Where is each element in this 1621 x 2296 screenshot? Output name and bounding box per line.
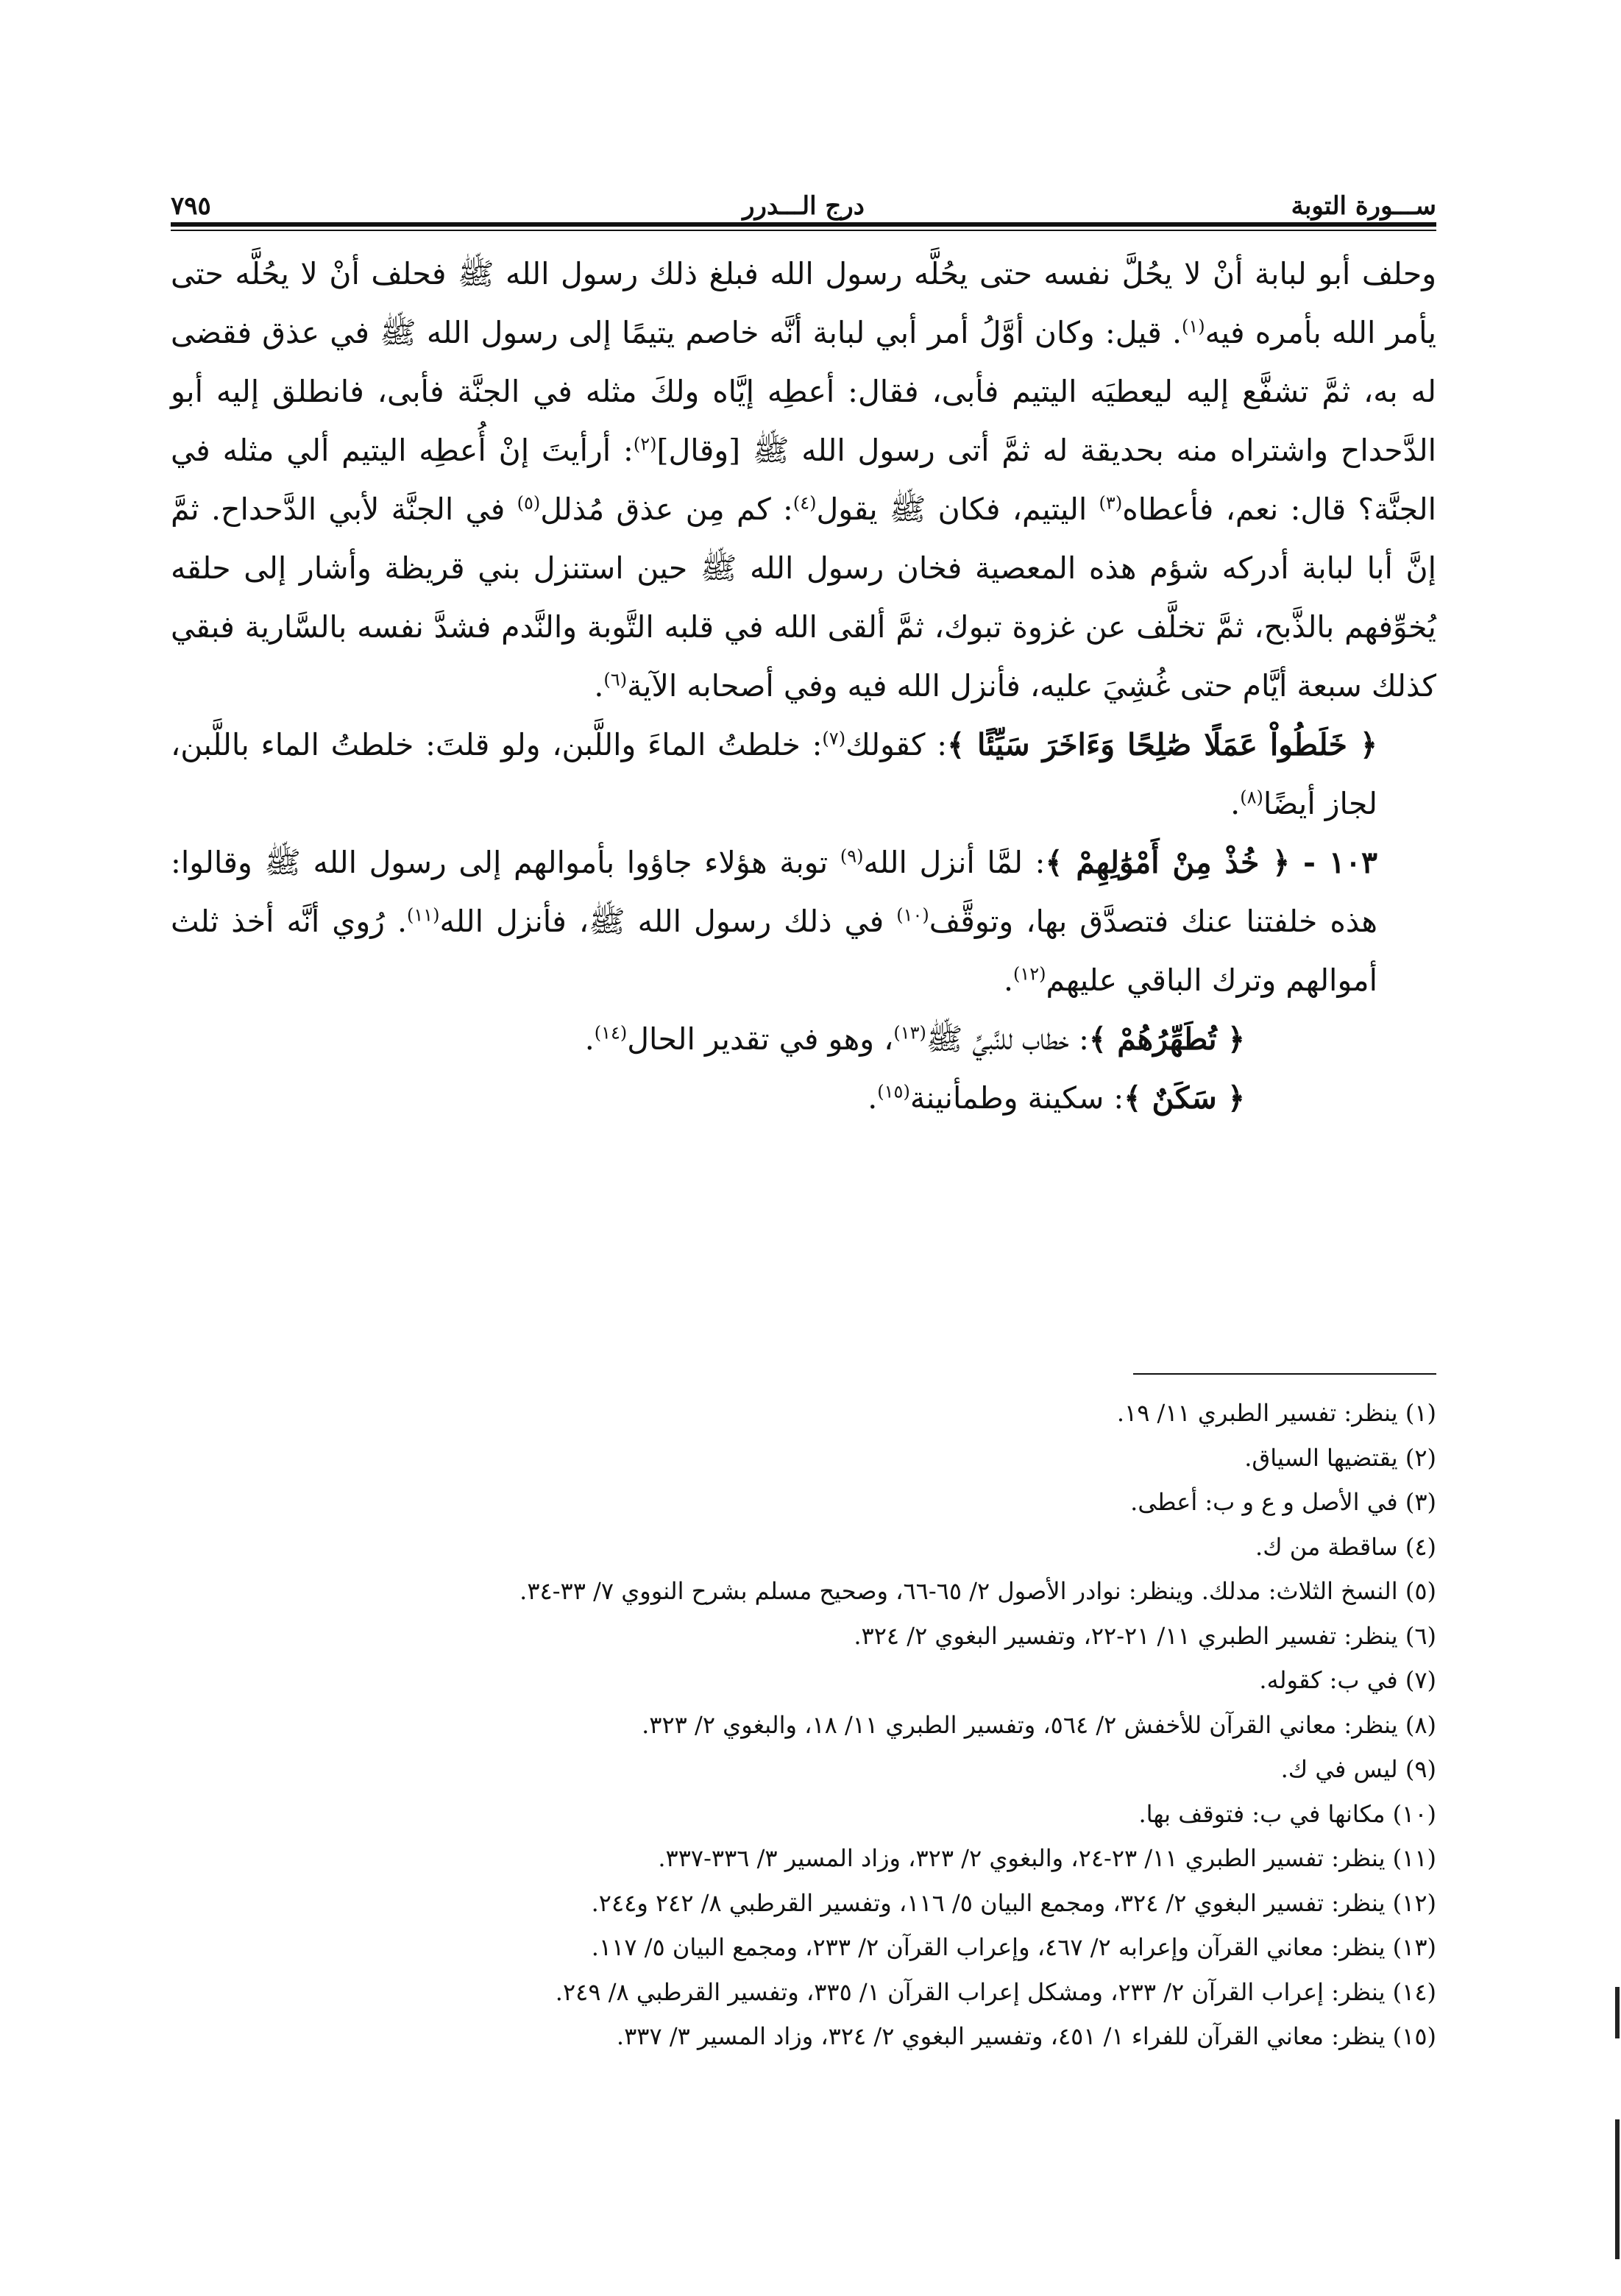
footnote-ref: (١٣): [893, 1022, 926, 1044]
footnote-item: (٥) النسخ الثلاث: مدلك. وينظر: نوادر الأصول ٢/ ٦٥-٦٦، وصحيح مسلم بشرح النووي ٧/ ٣٣-٣٤.: [519, 1577, 1436, 1605]
footnote-ref: (٦): [603, 669, 628, 690]
quran-verse: ﴿ خَلَطُواْ عَمَلًا صَٰلِحًا وَءَاخَرَ سَيِّئًا ﴾: [947, 727, 1377, 762]
footnote-item: (١١) ينظر: تفسير الطبري ١١/ ٢٣-٢٤، والبغوي ٢/ ٣٢٣، وزاد المسير ٣/ ٣٣٦-٣٣٧.: [658, 1844, 1436, 1872]
header-rule-thick: [171, 222, 1436, 227]
footnote-ref: (٧): [822, 728, 846, 749]
footnote-ref: (٨): [1240, 787, 1263, 808]
paragraph-2: ﴿ خَلَطُواْ عَمَلًا صَٰلِحًا وَءَاخَرَ سَيِّئًا ﴾: كقولك$^{(٧)}$: خلطتُ الماءَ واللَّبن، ولو قلتَ: خلطتُ الماء باللَّبن، لجاز أيضًا$^{(٨)}$.: [171, 727, 1377, 821]
scan-edge-mark: [1615, 2119, 1620, 2259]
footnote-ref: (٩): [840, 846, 864, 867]
paragraph-4: ﴿ تُطَهِّرُهُمْ ﴾: خطاب للنَّبيِّ ﷺ$^{(١٣)}$، وهو في تقدير الحال$^{(١٤)}$.: [584, 1021, 1245, 1057]
footnote-item: (٦) ينظر: تفسير الطبري ١١/ ٢١-٢٢، وتفسير البغوي ٢/ ٣٢٤.: [854, 1621, 1436, 1650]
footnote-item: (١٥) ينظر: معاني القرآن للفراء ١/ ٤٥١، وتفسير البغوي ٢/ ٣٢٤، وزاد المسير ٣/ ٣٣٧.: [616, 2022, 1436, 2050]
paragraph-1: وحلف أبو لبابة أنْ لا يحُلَّ نفسه حتى يحُلَّه رسول الله فبلغ ذلك رسول الله ﷺ فحلف أنْ لا يحُلَّه حتى يأمر الله بأمره فيه$^{(١)}$. قيل: وكان أوَّلُ أمر أبي لبابة أنَّه خاصم يتيمًا إلى رسول الله ﷺ في عذق فقضى له به، ثمَّ تشفَّع إليه ليعطيَه اليتيم فأبى، فقال: أعطِه إيَّاه ولكَ مثله في الجنَّة فأبى، فانطلق إليه أبو الدَّحداح واشتراه منه بحديقة له ثمَّ أتى رسول الله ﷺ [وقال]$^{(٢)}$: أرأيتَ إنْ أُعطِه اليتيم ألي مثله في الجنَّة؟ قال: نعم، فأعطاه$^{(٣)}$ اليتيم، فكان ﷺ يقول$^{(٤)}$: كم مِن عذق مُذلل$^{(٥)}$ في الجنَّة لأبي الدَّحداح. ثمَّ إنَّ أبا لبابة أدركه شؤم هذه المعصية فخان رسول الله ﷺ حين استنزل بني قريظة وأشار إلى حلقه يُخوِّفهم بالذَّبح، ثمَّ تخلَّف عن غزوة تبوك، ثمَّ ألقى الله في قلبه التَّوبة والنَّدم فشدَّ نفسه بالسَّارية فبقي كذلك سبعة أيَّام حتى غُشِيَ عليه، فأنزل الله فيه وفي أصحابه الآية$^{(٦)}$.: [171, 256, 1437, 704]
page-header: [171, 174, 1436, 221]
quran-verse: ﴿ سَكَنٌ ﴾: [1124, 1080, 1245, 1116]
paragraph-3: ١٠٣ - ﴿ خُذْ مِنْ أَمْوَٰلِهِمْ ﴾: لمَّا أنزل الله$^{(٩)}$ توبة هؤلاء جاؤوا بأموالهم إلى رسول الله ﷺ وقالوا: هذه خلفتنا عنك فتصدَّق بها، وتوقَّف$^{(١٠)}$ في ذلك رسول الله ﷺ، فأنزل الله$^{(١١)}$. رُوي أنَّه أخذ ثلث أموالهم وترك الباقي عليهم$^{(١٢)}$.: [171, 845, 1378, 998]
footnote-ref: (١٠): [896, 904, 929, 926]
footnote-item: (١) ينظر: تفسير الطبري ١١/ ١٩.: [1116, 1399, 1436, 1427]
main-text: [171, 244, 1436, 1127]
footnote-item: (٢) يقتضيها السياق.: [1244, 1443, 1436, 1472]
quran-verse: ﴿ تُطَهِّرُهُمْ ﴾: [1088, 1021, 1245, 1057]
footnote-item: (١٢) ينظر: تفسير البغوي ٢/ ٣٢٤، ومجمع البيان ٥/ ١١٦، وتفسير القرطبي ٨/ ٢٤٢ و٢٤٤.: [591, 1888, 1436, 1917]
book-title: درج الـــدرر: [742, 191, 865, 221]
footnote-ref: (١): [1182, 316, 1205, 337]
footnote-ref: (١٢): [1013, 963, 1046, 985]
page-number: ٧٩٥: [171, 191, 211, 221]
surah-title: ســـورة التوبة: [1291, 191, 1436, 221]
footnote-item: (١٤) ينظر: إعراب القرآن ٢/ ٢٣٣، ومشكل إعراب القرآن ١/ ٣٣٥، وتفسير القرطبي ٨/ ٢٤٩.: [555, 1977, 1436, 2006]
footnote-item: (٧) في ب: كقوله.: [1259, 1666, 1436, 1694]
footnote-ref: (٤): [792, 492, 817, 514]
verse-number: ١٠٣ -: [1290, 845, 1378, 880]
footnote-separator: [1133, 1373, 1436, 1375]
footnote-ref: (١٥): [877, 1081, 910, 1102]
footnote-item: (٤) ساقطة من ك.: [1255, 1532, 1436, 1561]
scan-edge-mark: [1615, 1987, 1620, 2038]
footnote-item: (٨) ينظر: معاني القرآن للأخفش ٢/ ٥٦٤، وتفسير الطبري ١١/ ١٨، والبغوي ٢/ ٣٢٣.: [642, 1710, 1436, 1739]
footnote-item: (١٣) ينظر: معاني القرآن وإعرابه ٢/ ٤٦٧، وإعراب القرآن ٢/ ٢٣٣، ومجمع البيان ٥/ ١١٧.: [591, 1933, 1436, 1961]
footnote-ref: (١١): [407, 904, 440, 926]
footnote-ref: (٢): [633, 433, 657, 455]
quran-verse: ﴿ خُذْ مِنْ أَمْوَٰلِهِمْ ﴾: [1045, 845, 1291, 880]
footnote-ref: (٥): [517, 492, 541, 514]
footnote-item: (٩) ليس في ك.: [1280, 1755, 1436, 1783]
footnote-item: (٣) في الأصل و ع و ب: أعطى.: [1130, 1488, 1436, 1516]
footnote-ref: (٣): [1099, 492, 1123, 514]
footnote-item: (١٠) مكانها في ب: فتوقف بها.: [1138, 1799, 1436, 1828]
footnotes: [171, 1391, 1436, 2059]
header-rule-thin: [171, 230, 1436, 231]
footnote-ref: (١٤): [594, 1022, 628, 1044]
paragraph-5: ﴿ سَكَنٌ ﴾: سكينة وطمأنينة$^{(١٥)}$.: [868, 1080, 1245, 1116]
